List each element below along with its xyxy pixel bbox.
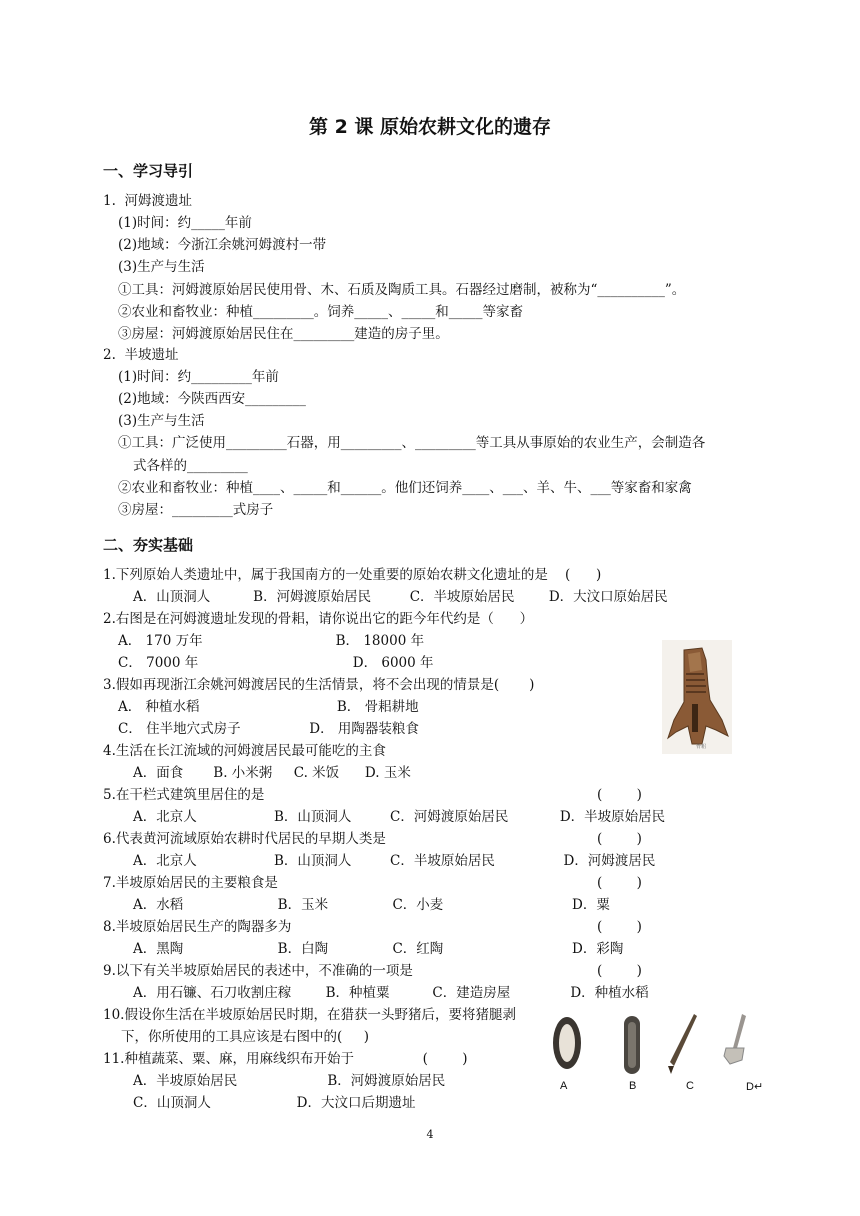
- question-options: A．黑陶 B．白陶 C．红陶 D．彩陶: [133, 941, 624, 957]
- question-options: C． 7000 年 D． 6000 年: [118, 655, 434, 671]
- question-options: A．用石镰、石刀收割庄稼 B．种植粟 C．建造房屋 D．种植水稻: [133, 985, 649, 1001]
- question-options: A． 170 万年 B． 18000 年: [118, 633, 425, 649]
- guide-line: ②农业和畜牧业：种植____、_____和______。他们还饲养____、___、羊、牛、___等家畜和家禽: [118, 480, 692, 496]
- guide-line: (3)生产与生活: [118, 259, 205, 275]
- lesson-title: 第 2 课 原始农耕文化的遗存: [308, 116, 552, 138]
- question-stem: 9.以下有关半坡原始居民的表述中，不准确的一项是: [103, 963, 413, 979]
- guide-line: (3)生产与生活: [118, 413, 205, 429]
- guide-line: ③房屋：_________式房子: [118, 502, 274, 518]
- photo-caption: 骨耜: [696, 744, 707, 750]
- section-heading-basics: 二、夯实基础: [103, 536, 194, 554]
- guide-line: (2)地域：今浙江余姚河姆渡村一带: [118, 237, 327, 253]
- question-options: A．北京人 B．山顶洞人 C．河姆渡原始居民 D．半坡原始居民: [133, 809, 666, 825]
- section-heading-guide: 一、学习导引: [103, 162, 194, 180]
- question-stem: 5.在干栏式建筑里居住的是: [103, 787, 265, 803]
- tool-label-b: B: [629, 1080, 637, 1092]
- guide-line: 式各样的_________: [133, 458, 248, 474]
- tool-label-d: D↵: [746, 1081, 764, 1093]
- question-options: C． 住半地穴式房子 D． 用陶器装粮食: [118, 721, 419, 737]
- guide-line: ②农业和畜牧业：种植_________。饲养_____、_____和_____等家畜: [118, 304, 523, 320]
- question-stem-continued: 下，你所使用的工具应该是右图中的( ): [121, 1029, 369, 1045]
- answer-bracket: ( ): [597, 919, 642, 935]
- guide-line: ③房屋：河姆渡原始居民住在_________建造的房子里。: [118, 326, 449, 342]
- tools-icon: [548, 1008, 770, 1096]
- question-options: A．山顶洞人 B．河姆渡原始居民 C．半坡原始居民 D．大汶口原始居民: [133, 589, 668, 605]
- question-stem: 4.生活在长江流域的河姆渡居民最可能吃的主食: [103, 743, 386, 759]
- question-options: A．北京人 B．山顶洞人 C．半坡原始居民 D．河姆渡居民: [133, 853, 656, 869]
- question-stem: 7.半坡原始居民的主要粮食是: [103, 875, 278, 891]
- guide-line: ①工具：广泛使用_________石器，用_________、_________等工具从事原始的农业生产，会制造各: [118, 435, 706, 451]
- bone-spade-photo: [662, 640, 732, 754]
- answer-bracket: ( ): [597, 875, 642, 891]
- guide-line: (1)时间：约_____年前: [118, 215, 252, 231]
- question-options: C．山顶洞人 D．大汶口后期遗址: [133, 1095, 416, 1111]
- guide-line: 1. 河姆渡遗址: [103, 193, 192, 209]
- question-options: A．水稻 B．玉米 C．小麦 D．粟: [133, 897, 610, 913]
- question-stem: 11.种植蔬菜、粟、麻，用麻线织布开始于 ( ): [103, 1051, 468, 1067]
- guide-line: (1)时间：约_________年前: [118, 369, 279, 385]
- answer-bracket: ( ): [597, 787, 642, 803]
- guide-line: 2. 半坡遗址: [103, 347, 179, 363]
- guide-line: ①工具：河姆渡原始居民使用骨、木、石质及陶质工具。石器经过磨制，被称为“__________”。: [118, 282, 686, 298]
- question-options: A． 种植水稻 B． 骨耜耕地: [118, 699, 419, 715]
- answer-bracket: ( ): [597, 831, 642, 847]
- question-stem: 6.代表黄河流域原始农耕时代居民的早期人类是: [103, 831, 386, 847]
- question-options: A．面食 B. 小米粥 C. 米饭 D. 玉米: [133, 765, 411, 781]
- question-stem: 10.假设你生活在半坡原始居民时期，在猎获一头野猪后，要将猪腿剥: [103, 1007, 516, 1023]
- question-stem: 1.下列原始人类遗址中，属于我国南方的一处重要的原始农耕文化遗址的是 ( ): [103, 567, 602, 583]
- question-stem: 8.半坡原始居民生产的陶器多为: [103, 919, 292, 935]
- question-stem: 3.假如再现浙江余姚河姆渡居民的生活情景，将不会出现的情景是( ): [103, 677, 535, 693]
- page-number: 4: [426, 1128, 434, 1141]
- question-stem: 2.右图是在河姆渡遗址发现的骨耜，请你说出它的距今年代约是（ ）: [103, 611, 534, 627]
- bone-spade-icon: [662, 640, 732, 754]
- answer-bracket: ( ): [597, 963, 642, 979]
- tool-label-c: C: [686, 1080, 694, 1092]
- tools-figure: [548, 1008, 770, 1096]
- guide-line: (2)地域：今陕西西安_________: [118, 391, 306, 407]
- tool-label-a: A: [560, 1080, 568, 1092]
- question-options: A．半坡原始居民 B．河姆渡原始居民: [133, 1073, 446, 1089]
